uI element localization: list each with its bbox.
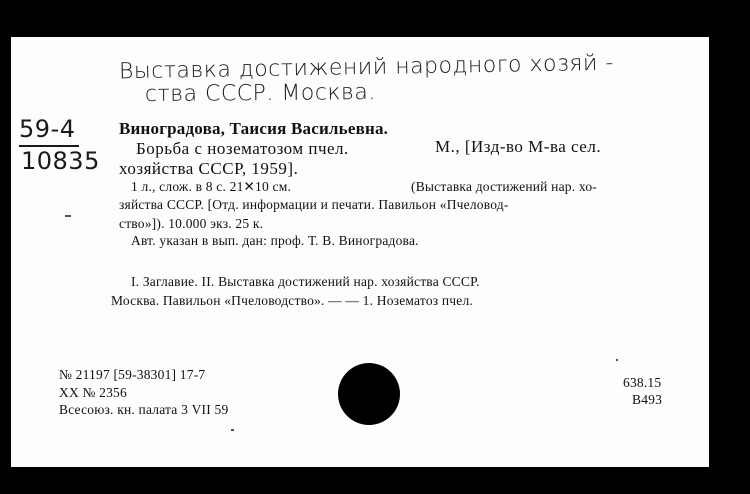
tracings-line-1: I. Заглавие. II. Выставка достижений нар. хозяйства СССР. [131, 274, 480, 289]
author-heading: Виноградова, Таисия Васильевна. [119, 119, 389, 138]
card-punch-hole [338, 363, 400, 425]
author-note: Авт. указан в вып. дан: проф. Т. В. Виноградова. [131, 233, 419, 248]
catalog-card [11, 37, 709, 467]
tracings-line-2: Москва. Павильон «Пчеловодство». — — 1. Нозематоз пчел. [111, 293, 473, 308]
ink-speck [616, 359, 618, 361]
ink-speck [231, 429, 234, 431]
classification-number: 638.15 [623, 375, 662, 390]
series-number: XX № 2356 [59, 385, 127, 400]
ink-speck [65, 215, 71, 217]
author-mark: В493 [632, 392, 663, 407]
title-line-1: Борьба с нозематозом пчел. [136, 139, 349, 158]
call-number-top: 59-4 [19, 115, 76, 143]
collation-series-start: (Выставка достижений нар. хо- [411, 179, 597, 194]
handwritten-series-line-1: Выставка достижений народного хозяй - [118, 50, 615, 85]
handwritten-series-line-2: ства СССР. Москва. [144, 79, 376, 108]
chamber-imprint: Всесоюз. кн. палата 3 VII 59 [59, 402, 229, 417]
call-number-bottom: 10835 [21, 147, 100, 175]
collation-line-2: зяйства СССР. [Отд. информации и печати. Павильон «Пчеловод- [119, 197, 509, 212]
imprint-line-1: М., [Изд-во М-ва сел. [435, 137, 602, 156]
collation-line-3: ство»]). 10.000 экз. 25 к. [119, 216, 264, 231]
title-line-2: хозяйства СССР, 1959]. [119, 159, 299, 178]
registration-number: № 21197 [59-38301] 17-7 [59, 367, 206, 382]
collation-physical: 1 л., слож. в 8 с. 21✕10 см. [131, 179, 292, 194]
